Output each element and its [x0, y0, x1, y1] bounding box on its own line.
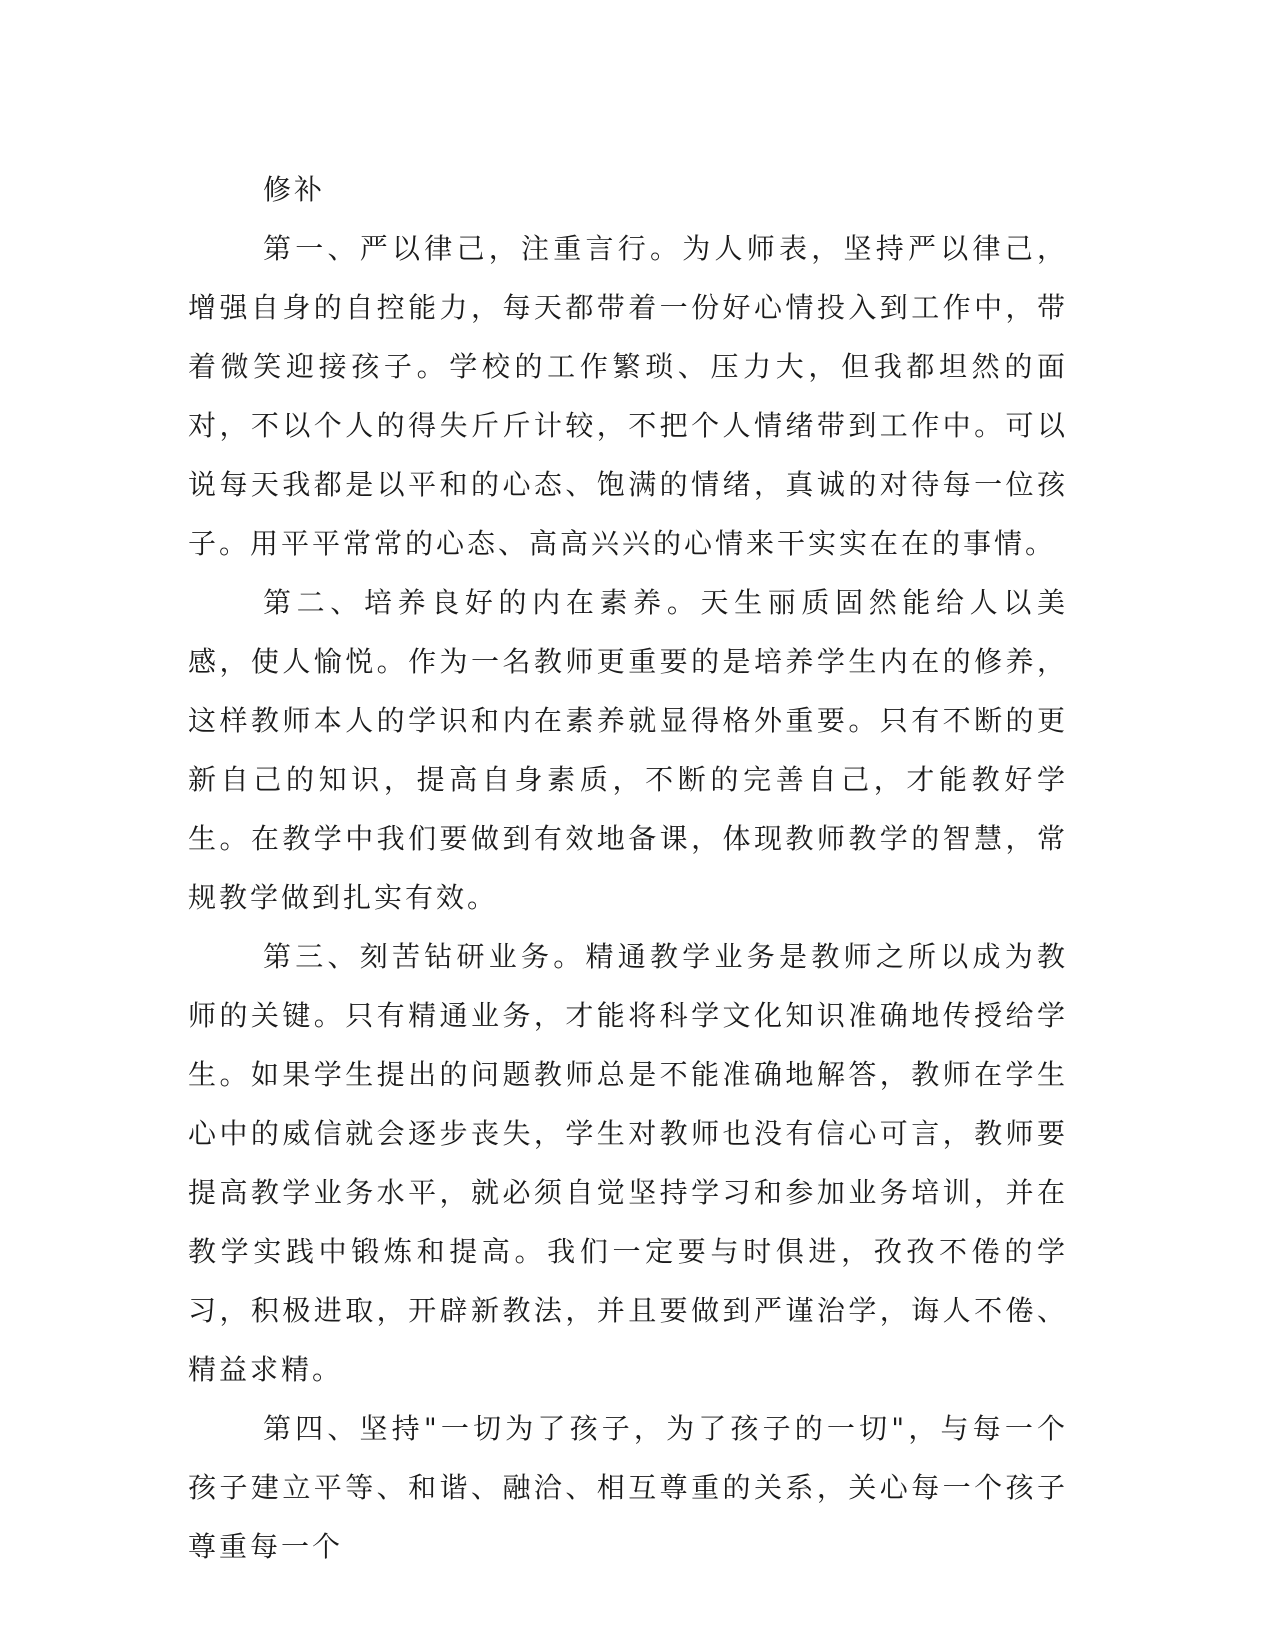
- paragraph-4: 第四、坚持"一切为了孩子，为了孩子的一切"，与每一个孩子建立平等、和谐、融洽、相互尊重的关系，关心每一个孩子尊重每一个: [188, 1412, 1068, 1563]
- paragraph-heading: 修补: [263, 173, 326, 206]
- paragraph-1: 第一、严以律己，注重言行。为人师表，坚持严以律己，增强自身的自控能力，每天都带着一份好心情投入到工作中，带着微笑迎接孩子。学校的工作繁琐、压力大，但我都坦然的面对，不以个人的得失斤斤计较，不把个人情绪带到工作中。可以说每天我都是以平和的心态、饱满的情绪，真诚的对待每一位孩子。用平平常常的心态、高高兴兴的心情来干实实在在的事情。: [188, 232, 1068, 560]
- paragraph-2: 第二、培养良好的内在素养。天生丽质固然能给人以美感，使人愉悦。作为一名教师更重要的是培养学生内在的修养，这样教师本人的学识和内在素养就显得格外重要。只有不断的更新自己的知识，提高自身素质，不断的完善自己，才能教好学生。在教学中我们要做到有效地备课，体现教师教学的智慧，常规教学做到扎实有效。: [188, 586, 1068, 914]
- document-body: [188, 160, 1068, 1576]
- paragraph-3: 第三、刻苦钻研业务。精通教学业务是教师之所以成为教师的关键。只有精通业务，才能将科学文化知识准确地传授给学生。如果学生提出的问题教师总是不能准确地解答，教师在学生心中的威信就会逐步丧失，学生对教师也没有信心可言，教师要提高教学业务水平，就必须自觉坚持学习和参加业务培训，并在教学实践中锻炼和提高。我们一定要与时俱进，孜孜不倦的学习，积极进取，开辟新教法，并且要做到严谨治学，诲人不倦、精益求精。: [188, 940, 1068, 1386]
